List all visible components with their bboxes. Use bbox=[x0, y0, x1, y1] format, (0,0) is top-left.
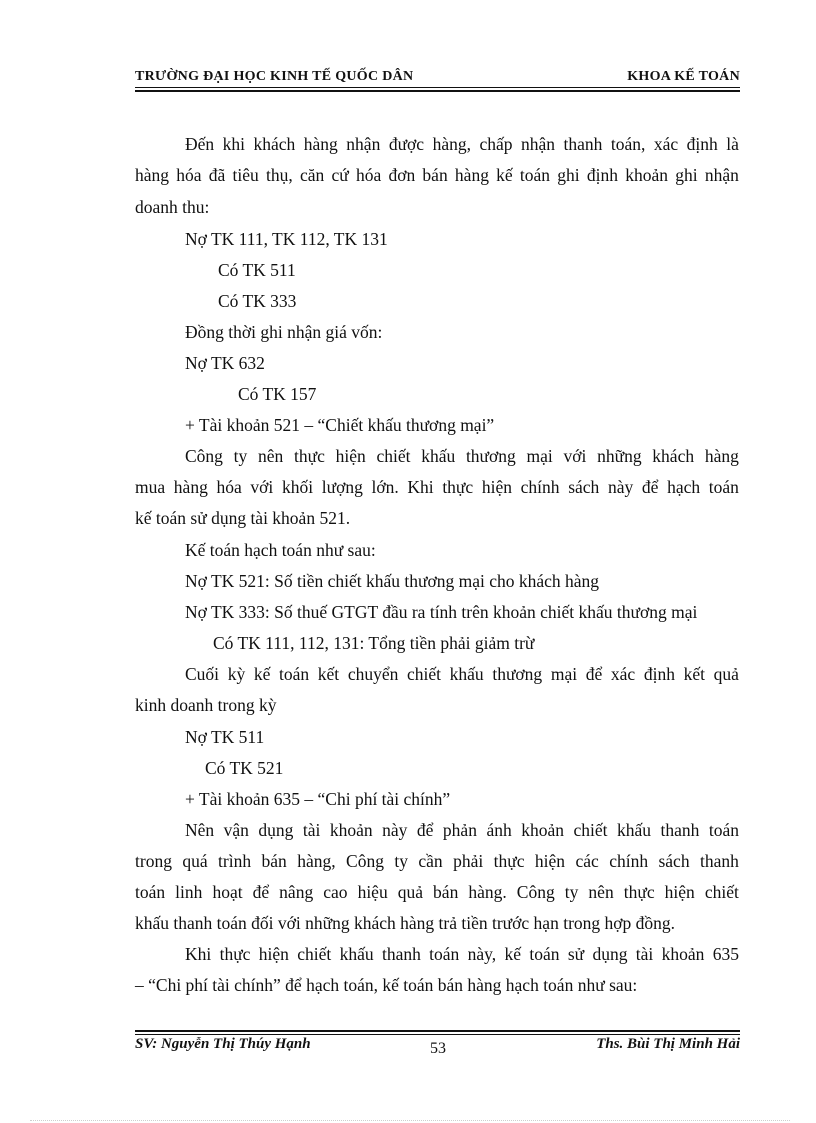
paragraph-line: Đồng thời ghi nhận giá vốn: bbox=[185, 322, 383, 342]
word: hàng bbox=[454, 165, 489, 185]
header-faculty: KHOA KẾ TOÁN bbox=[627, 69, 740, 84]
word: phải bbox=[453, 851, 484, 871]
word: hiện bbox=[335, 446, 366, 466]
word: khoản bbox=[661, 944, 705, 964]
footer-student: SV: Nguyễn Thị Thúy Hạnh bbox=[135, 1036, 311, 1052]
word: chiết bbox=[573, 820, 608, 840]
word: Công bbox=[346, 851, 384, 871]
word: kế bbox=[496, 165, 513, 185]
page-number: 53 bbox=[430, 1040, 446, 1057]
header-row bbox=[135, 69, 740, 85]
word: vận bbox=[223, 820, 249, 840]
word: đã bbox=[208, 165, 226, 185]
word: để bbox=[585, 664, 603, 684]
word: bán bbox=[261, 851, 287, 871]
word: này, bbox=[467, 944, 497, 964]
paragraph-line: doanh thu: bbox=[135, 197, 210, 217]
word: khối bbox=[281, 477, 314, 497]
word: dụng bbox=[592, 944, 628, 964]
word: thanh bbox=[660, 820, 700, 840]
word: kết bbox=[317, 664, 340, 684]
page-edge-divider bbox=[30, 1120, 790, 1121]
journal-credit-line: Có TK 111, 112, 131: Tổng tiền phải giảm trừ bbox=[213, 633, 535, 653]
word: toán bbox=[529, 944, 560, 964]
word: hàng bbox=[704, 446, 739, 466]
word: Khi bbox=[407, 477, 434, 497]
word: 635 bbox=[712, 944, 739, 964]
word: cứ bbox=[331, 165, 349, 185]
word: kết bbox=[683, 664, 705, 684]
paragraph-line bbox=[185, 942, 739, 966]
word: kế bbox=[253, 664, 271, 684]
word: thanh bbox=[563, 134, 603, 154]
word: bán bbox=[422, 165, 448, 185]
word: để bbox=[252, 882, 270, 902]
word: chính bbox=[520, 477, 560, 497]
word: thụ, bbox=[265, 165, 293, 185]
header-divider bbox=[135, 87, 740, 88]
word: hiện bbox=[664, 882, 695, 902]
word: thực bbox=[623, 882, 655, 902]
word: chiết bbox=[376, 446, 411, 466]
word: nên bbox=[258, 446, 284, 466]
word: thương bbox=[465, 446, 516, 466]
word: ghi bbox=[557, 165, 580, 185]
word: định bbox=[643, 664, 675, 684]
word: nhận bbox=[520, 134, 556, 154]
word: cao bbox=[323, 882, 348, 902]
word: kế bbox=[504, 944, 522, 964]
paragraph-line bbox=[135, 475, 739, 499]
word: khấu bbox=[449, 664, 484, 684]
word: khi bbox=[222, 134, 246, 154]
word: Nên bbox=[185, 820, 215, 840]
word: là bbox=[726, 134, 739, 154]
word: toán bbox=[135, 882, 166, 902]
word: khoản bbox=[329, 820, 373, 840]
word: này bbox=[382, 820, 408, 840]
word: hiện bbox=[534, 851, 566, 871]
journal-debit-line: Nợ TK 632 bbox=[185, 353, 265, 373]
word: xác bbox=[653, 134, 679, 154]
word: thanh bbox=[700, 851, 739, 871]
word: ty bbox=[564, 882, 579, 902]
word: Cuối bbox=[185, 664, 220, 684]
word: trình bbox=[218, 851, 252, 871]
paragraph-line bbox=[135, 163, 739, 187]
word: hàng, bbox=[432, 134, 471, 154]
word: xác bbox=[610, 664, 636, 684]
journal-credit-line: Có TK 511 bbox=[218, 260, 296, 280]
word: lớn. bbox=[371, 477, 399, 497]
journal-credit-line: Có TK 521 bbox=[205, 758, 284, 778]
word: chính bbox=[609, 851, 649, 871]
word: nên bbox=[588, 882, 614, 902]
paragraph-line bbox=[185, 132, 739, 156]
word: nhận bbox=[704, 165, 739, 185]
word: thanh bbox=[381, 944, 421, 964]
word: chấp bbox=[479, 134, 513, 154]
word: được bbox=[388, 134, 425, 154]
paragraph-line: Kế toán hạch toán như sau: bbox=[185, 540, 376, 560]
word: hóa bbox=[176, 165, 202, 185]
word: quá bbox=[182, 851, 208, 871]
word: tài bbox=[635, 944, 654, 964]
journal-credit-line: Có TK 333 bbox=[218, 291, 297, 311]
journal-debit-line: Nợ TK 511 bbox=[185, 727, 265, 747]
word: để bbox=[416, 820, 434, 840]
word: mại bbox=[550, 664, 578, 684]
word: toán, bbox=[610, 134, 646, 154]
word: chiết bbox=[297, 944, 332, 964]
word: khoản bbox=[625, 165, 668, 185]
word: lượng bbox=[321, 477, 363, 497]
word: tiêu bbox=[232, 165, 259, 185]
word: ty bbox=[394, 851, 408, 871]
word: nâng bbox=[279, 882, 314, 902]
word: hóa bbox=[216, 477, 242, 497]
word: với bbox=[563, 446, 587, 466]
word: khấu bbox=[616, 820, 651, 840]
paragraph-line bbox=[185, 444, 739, 468]
word: khách bbox=[652, 446, 695, 466]
word: hiệu bbox=[357, 882, 388, 902]
word: hiện bbox=[481, 477, 512, 497]
paragraph-line bbox=[185, 662, 739, 686]
word: chiết bbox=[407, 664, 442, 684]
word: toán bbox=[279, 664, 310, 684]
word: sử bbox=[567, 944, 585, 964]
word: ghi bbox=[675, 165, 698, 185]
word: thương bbox=[492, 664, 543, 684]
word: hóa bbox=[355, 165, 382, 185]
account-heading: + Tài khoản 521 – “Chiết khấu thương mại” bbox=[185, 415, 495, 435]
paragraph-line: khấu thanh toán đối với những khách hàng trả tiền trước hạn trong hợp đồng. bbox=[135, 913, 676, 933]
word: sách bbox=[658, 851, 690, 871]
word: đơn bbox=[388, 165, 416, 185]
word: hàng. bbox=[468, 882, 507, 902]
word: các bbox=[575, 851, 599, 871]
word: thực bbox=[493, 851, 525, 871]
word: những bbox=[597, 446, 642, 466]
journal-credit-line: Có TK 157 bbox=[238, 384, 317, 404]
word: hạch bbox=[667, 477, 701, 497]
word: để bbox=[641, 477, 659, 497]
word: hàng bbox=[303, 134, 338, 154]
word: ty bbox=[233, 446, 248, 466]
word: phản bbox=[442, 820, 477, 840]
word: kỳ bbox=[227, 664, 246, 684]
word: hàng, bbox=[297, 851, 336, 871]
word: chuyển bbox=[347, 664, 399, 684]
footer-divider-thick bbox=[135, 1030, 740, 1032]
word: mại bbox=[526, 446, 553, 466]
word: ánh bbox=[486, 820, 512, 840]
word: Đến bbox=[185, 134, 215, 154]
word: Công bbox=[185, 446, 223, 466]
word: trong bbox=[135, 851, 172, 871]
word: căn bbox=[299, 165, 325, 185]
footer-advisor: Ths. Bùi Thị Minh Hải bbox=[596, 1036, 740, 1052]
word: hàng bbox=[135, 165, 170, 185]
paragraph-line bbox=[185, 818, 739, 842]
word: dụng bbox=[258, 820, 294, 840]
word: khoản bbox=[521, 820, 564, 840]
word: hiện bbox=[258, 944, 289, 964]
word: nhận bbox=[346, 134, 381, 154]
paragraph-line: kế toán sử dụng tài khoản 521. bbox=[135, 508, 351, 528]
word: với bbox=[250, 477, 274, 497]
word: bán bbox=[433, 882, 459, 902]
journal-debit-line: Nợ TK 521: Số tiền chiết khấu thương mại cho khách hàng bbox=[185, 571, 600, 591]
word: quả bbox=[397, 882, 424, 902]
word: Khi bbox=[185, 944, 212, 964]
journal-debit-line: Nợ TK 333: Số thuế GTGT đầu ra tính trên khoản chiết khấu thương mại bbox=[185, 602, 698, 622]
footer-divider bbox=[135, 1034, 740, 1035]
paragraph-line: kinh doanh trong kỳ bbox=[135, 695, 277, 715]
word: hoạt bbox=[212, 882, 243, 902]
word: tài bbox=[302, 820, 321, 840]
word: cần bbox=[418, 851, 443, 871]
word: linh bbox=[175, 882, 203, 902]
account-heading: + Tài khoản 635 – “Chi phí tài chính” bbox=[185, 789, 451, 809]
word: toán bbox=[429, 944, 460, 964]
header-university: TRƯỜNG ĐẠI HỌC KINH TẾ QUỐC DÂN bbox=[135, 69, 414, 84]
word: định bbox=[586, 165, 618, 185]
word: mua bbox=[135, 477, 166, 497]
word: khấu bbox=[421, 446, 456, 466]
word: sách bbox=[568, 477, 600, 497]
word: quả bbox=[713, 664, 739, 684]
word: toán bbox=[519, 165, 551, 185]
paragraph-line bbox=[135, 880, 739, 904]
paragraph-line bbox=[135, 849, 739, 873]
word: khách bbox=[253, 134, 296, 154]
journal-debit-line: Nợ TK 111, TK 112, TK 131 bbox=[185, 229, 388, 249]
paragraph-line: – “Chi phí tài chính” để hạch toán, kế toán bán hàng hạch toán như sau: bbox=[135, 975, 638, 995]
header-divider-thick bbox=[135, 90, 740, 92]
word: Công bbox=[516, 882, 555, 902]
word: thực bbox=[442, 477, 474, 497]
word: hàng bbox=[173, 477, 208, 497]
word: chiết bbox=[704, 882, 739, 902]
word: định bbox=[686, 134, 718, 154]
word: thực bbox=[219, 944, 251, 964]
word: khấu bbox=[339, 944, 374, 964]
word: toán bbox=[708, 477, 739, 497]
word: này bbox=[607, 477, 634, 497]
word: toán bbox=[708, 820, 739, 840]
word: thực bbox=[294, 446, 325, 466]
